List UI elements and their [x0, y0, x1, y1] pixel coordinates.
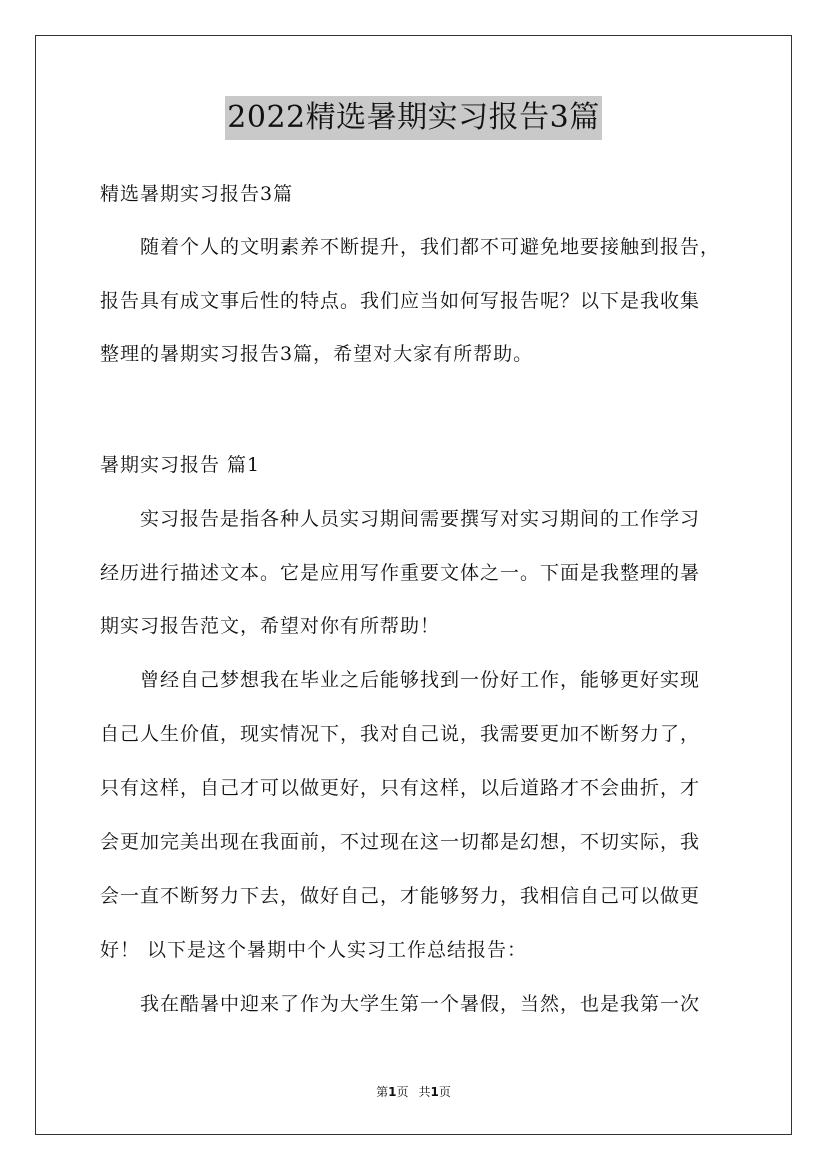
document-title: 2022精选暑期实习报告3篇	[225, 96, 601, 140]
total-prefix: 共	[418, 1085, 431, 1099]
subtitle-line: 精选暑期实习报告3篇	[100, 183, 294, 205]
body-line: 曾经自己梦想我在毕业之后能够找到一份好工作，能够更好实现	[100, 669, 701, 691]
body-line: 随着个人的文明素养不断提升，我们都不可避免地要接触到报告，	[100, 236, 721, 258]
title-container	[0, 96, 827, 140]
total-page-number: 1	[430, 1085, 439, 1099]
body-line: 自己人生价值，现实情况下，我对自己说，我需要更加不断努力了，	[100, 723, 701, 745]
body-line: 只有这样，自己才可以做更好，只有这样，以后道路才不会曲折，才	[100, 777, 701, 799]
body-line: 实习报告是指各种人员实习期间需要撰写对实习期间的工作学习	[100, 508, 701, 530]
total-unit: 页	[438, 1085, 451, 1099]
body-line: 整理的暑期实习报告3篇，希望对大家有所帮助。	[100, 343, 534, 365]
current-page-number: 1	[388, 1085, 397, 1099]
page-prefix: 第	[376, 1085, 389, 1099]
body-line: 期实习报告范文，希望对你有所帮助！	[100, 615, 441, 637]
body-line: 会一直不断努力下去，做好自己，才能够努力，我相信自己可以做更	[100, 885, 701, 907]
body-line: 好！ 以下是这个暑期中个人实习工作总结报告：	[100, 939, 528, 961]
body-line: 经历进行描述文本。它是应用写作重要文体之一。下面是我整理的暑	[100, 562, 701, 584]
body-line: 我在酷暑中迎来了作为大学生第一个暑假，当然，也是我第一次	[100, 993, 701, 1015]
section-heading: 暑期实习报告 篇1	[100, 454, 261, 476]
body-line: 会更加完美出现在我面前，不过现在这一切都是幻想，不切实际，我	[100, 831, 701, 853]
page-footer	[0, 1084, 827, 1100]
page-unit: 页	[396, 1085, 409, 1099]
body-line: 报告具有成文事后性的特点。我们应当如何写报告呢？以下是我收集	[100, 290, 701, 312]
